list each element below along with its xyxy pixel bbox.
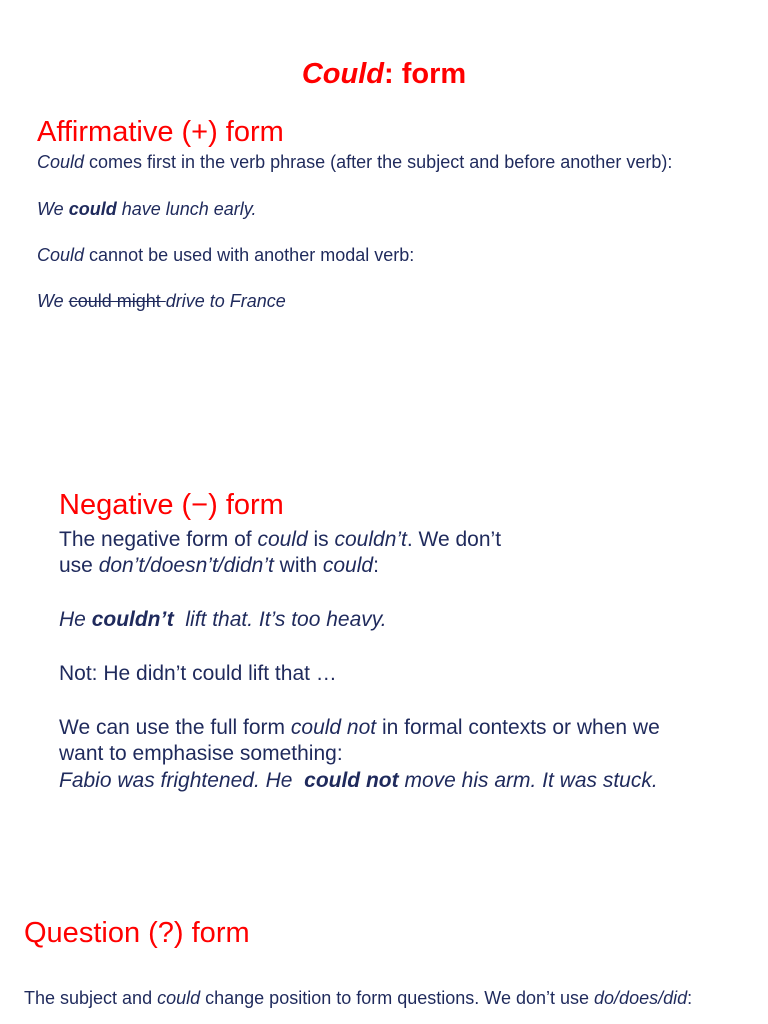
text: use: [59, 554, 99, 577]
affirmative-example-2: [37, 291, 286, 312]
negative-line-3: [59, 716, 660, 740]
word-couldnt: couldn’t: [334, 528, 407, 551]
text: is: [307, 528, 335, 551]
word-could: Could: [37, 152, 85, 172]
word-could: could: [322, 554, 374, 577]
text: comes first in the verb phrase (after the subject and before another verb):: [84, 152, 673, 172]
affirmative-heading: Affirmative (+) form: [37, 116, 284, 148]
word-forms: don’t/doesn’t/didn’t: [98, 554, 274, 577]
negative-example-1: [59, 608, 387, 632]
text: :: [687, 988, 693, 1008]
text: cannot be used with another modal verb:: [84, 245, 415, 265]
page-title: [0, 58, 768, 91]
word-forms: do/does/did: [594, 988, 688, 1008]
text: We can use the full form: [59, 716, 291, 739]
text: We: [37, 199, 69, 219]
text: The subject and: [24, 988, 158, 1008]
struck-text: could might: [68, 291, 166, 311]
text: . We don’t: [406, 528, 502, 551]
title-rest: : form: [383, 58, 467, 90]
affirmative-example-1: [37, 199, 256, 220]
word-could-not: could not: [290, 716, 377, 739]
text: lift that. It’s too heavy.: [185, 608, 387, 631]
question-line-1: [24, 988, 692, 1009]
text: have lunch early.: [121, 199, 257, 219]
text: with: [273, 554, 323, 577]
text: change position to form questions. We don’t use: [200, 988, 595, 1008]
affirmative-line-2: [37, 245, 414, 266]
affirmative-line-1: [37, 152, 672, 173]
text: :: [373, 554, 379, 577]
negative-line-1: [59, 528, 501, 552]
negative-example-2: [59, 769, 658, 793]
title-could: Could: [301, 58, 384, 90]
word-could-not: could not: [304, 769, 399, 792]
text: The negative form of: [59, 528, 258, 551]
word-could: Could: [37, 245, 85, 265]
word-could: could: [157, 988, 201, 1008]
negative-heading: Negative (−) form: [59, 489, 284, 521]
text: drive to France: [165, 291, 286, 311]
text: He: [59, 608, 92, 631]
text: move his arm. It was stuck.: [398, 769, 658, 792]
word-could: could: [257, 528, 308, 551]
negative-line-2: [59, 554, 379, 578]
negative-line-4: want to emphasise something:: [59, 742, 343, 765]
text: Fabio was frightened. He: [59, 769, 299, 792]
text: in formal contexts or when we: [376, 716, 660, 739]
text: We: [37, 291, 69, 311]
question-heading: Question (?) form: [24, 917, 250, 949]
word-could: could: [68, 199, 117, 219]
word-couldnt: couldn’t: [91, 608, 174, 631]
negative-not-line: Not: He didn’t could lift that …: [59, 662, 337, 685]
